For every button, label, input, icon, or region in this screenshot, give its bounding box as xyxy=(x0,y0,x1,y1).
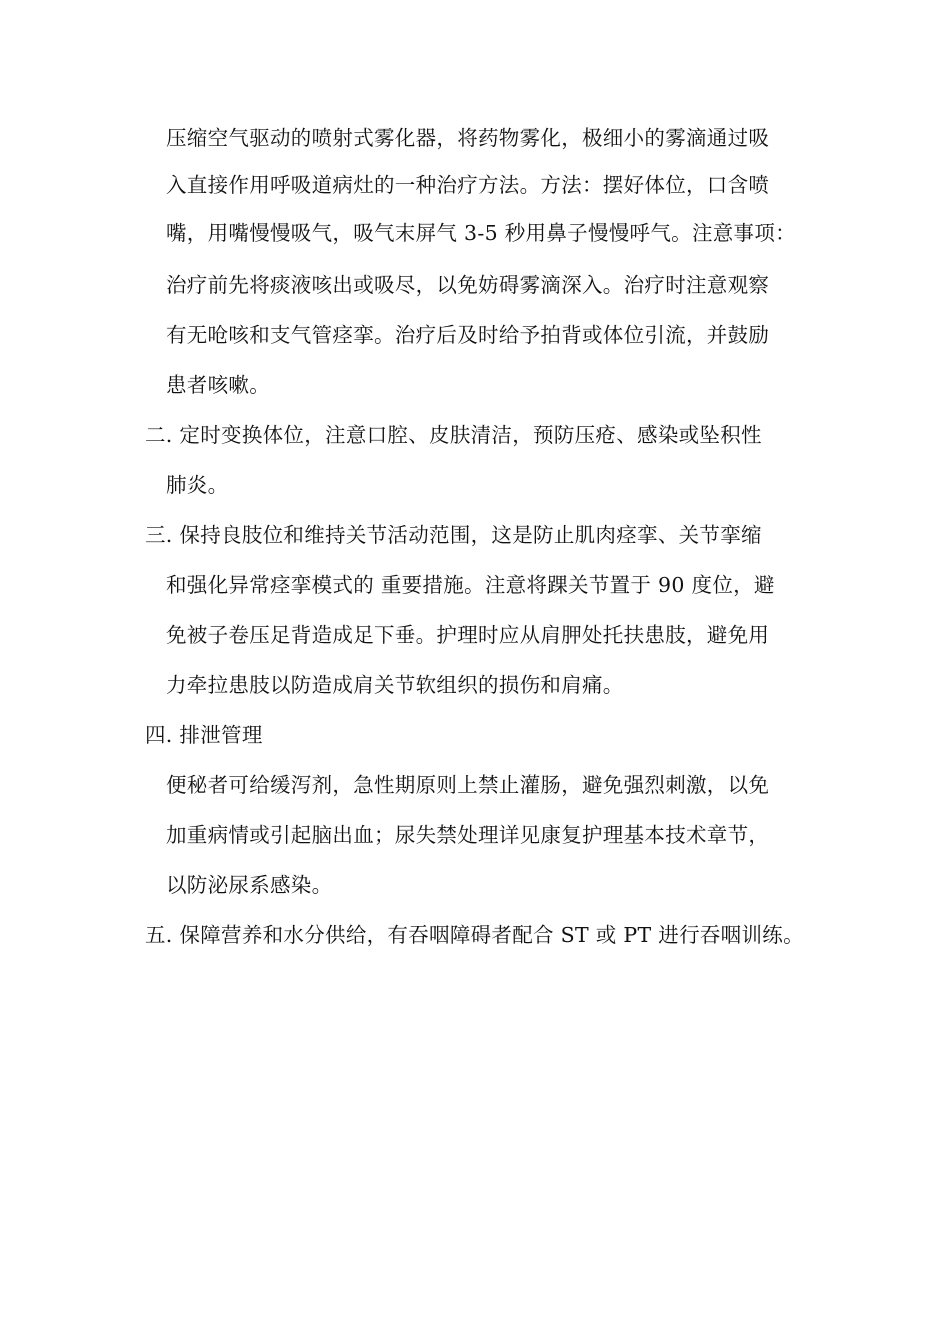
text-line: 力牵拉患肢以防造成肩关节软组织的损伤和肩痛。 xyxy=(166,673,624,697)
text-line: 患者咳嗽。 xyxy=(166,373,270,397)
text-line: 入直接作用呼吸道病灶的一种治疗方法。方法：摆好体位，口含喷 xyxy=(166,173,770,197)
list-item-5: 五. 保障营养和水分供给，有吞咽障碍者配合 ST 或 PT 进行吞咽训练。 xyxy=(145,923,804,947)
text-line: 免被子卷压足背造成足下垂。护理时应从肩胛处托扶患肢，避免用 xyxy=(166,623,770,647)
text-line: 和强化异常痉挛模式的 重要措施。注意将踝关节置于 90 度位，避 xyxy=(166,573,775,597)
text-line: 肺炎。 xyxy=(166,473,229,497)
text-line: 治疗前先将痰液咳出或吸尽，以免妨碍雾滴深入。治疗时注意观察 xyxy=(166,273,770,297)
text-line: 加重病情或引起脑出血；尿失禁处理详见康复护理基本技术章节， xyxy=(166,823,770,847)
list-item-4-heading: 四. 排泄管理 xyxy=(145,723,263,747)
text-line: 嘴，用嘴慢慢吸气，吸气末屏气 3-5 秒用鼻子慢慢呼气。注意事项： xyxy=(166,221,796,245)
text-line: 有无呛咳和支气管痉挛。治疗后及时给予拍背或体位引流，并鼓励 xyxy=(166,323,770,347)
list-item-2: 二. 定时变换体位，注意口腔、皮肤清洁，预防压疮、感染或坠积性 xyxy=(145,423,762,447)
list-item-3: 三. 保持良肢位和维持关节活动范围，这是防止肌肉痉挛、关节挛缩 xyxy=(145,523,762,547)
text-line: 以防泌尿系感染。 xyxy=(166,873,333,897)
text-line: 压缩空气驱动的喷射式雾化器，将药物雾化，极细小的雾滴通过吸 xyxy=(166,126,770,150)
text-line: 便秘者可给缓泻剂，急性期原则上禁止灌肠，避免强烈刺激，以免 xyxy=(166,773,770,797)
